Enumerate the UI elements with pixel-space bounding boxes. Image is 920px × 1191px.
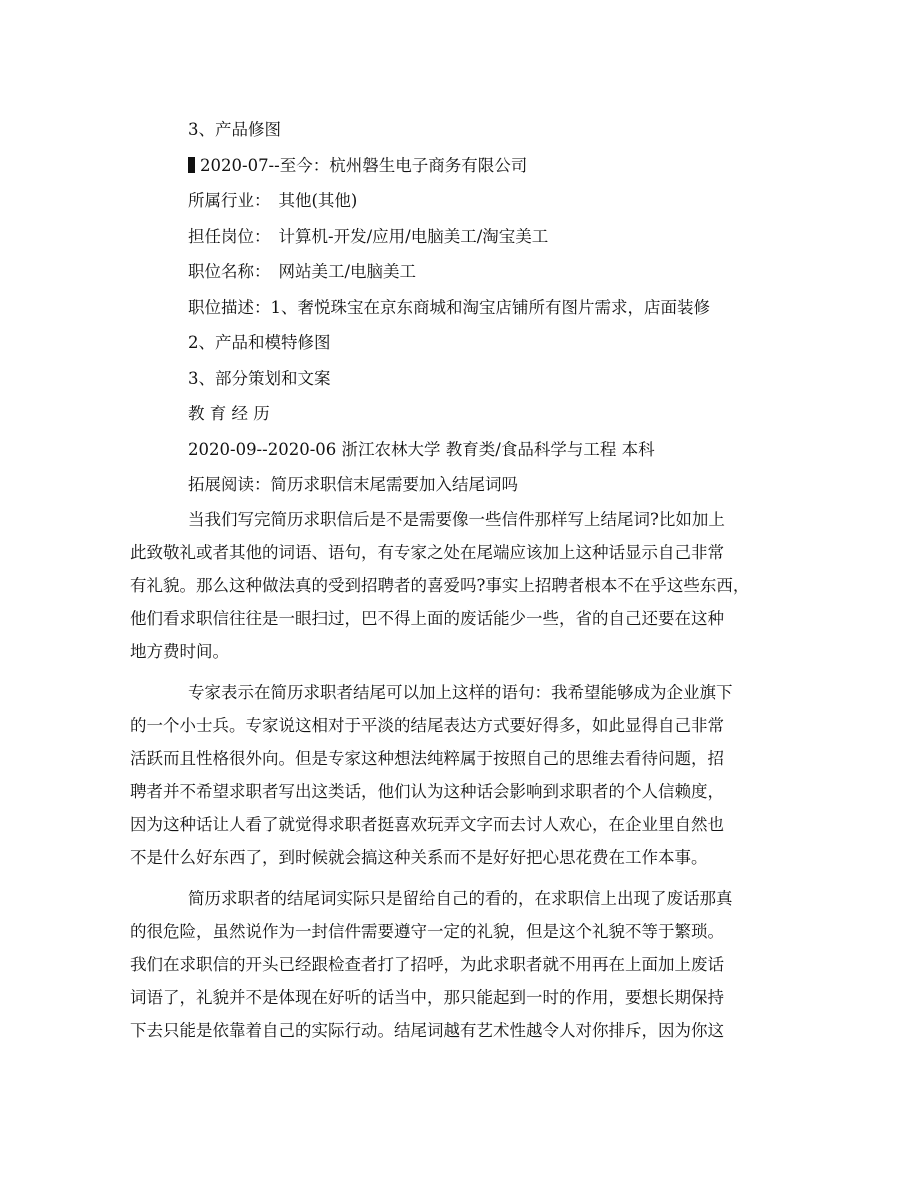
paragraph-line: 此致敬礼或者其他的词语、语句，有专家之处在尾端应该加上这种话显示自己非常 <box>130 542 724 562</box>
document-page <box>130 112 788 1055</box>
paragraph-line: 活跃而且性格很外向。但是专家这种想法纯粹属于按照自己的思维去看待问题，招 <box>130 748 724 768</box>
paragraph-line: 地方费时间。 <box>130 641 229 661</box>
industry-label: 所属行业： <box>188 191 271 210</box>
paragraph-line: 聘者并不希望求职者写出这类话，他们认为这种话会影响到求职者的个人信赖度， <box>130 781 724 801</box>
paragraph-line: 他们看求职信往往是一眼扫过，巴不得上面的废话能少一些，省的自己还要在这种 <box>130 608 724 628</box>
paragraph-line: 简历求职者的结尾词实际只是留给自己的看的，在求职信上出现了废话那真 <box>188 888 733 908</box>
paragraph-line: 的一个小士兵。专家说这相对于平淡的结尾表达方式要好得多，如此显得自己非常 <box>130 715 724 735</box>
desc-line-2: 2、产品和模特修图 <box>188 333 331 352</box>
desc-line-3: 3、部分策划和文案 <box>188 368 331 388</box>
position-label: 担任岗位： <box>188 226 271 246</box>
education-heading: 教 育 经 历 <box>188 404 270 423</box>
paragraph-line: 我们在求职信的开头已经跟检查者打了招呼，为此求职者就不用再在上面加上废话 <box>130 954 724 974</box>
title-label: 职位名称： <box>188 262 271 281</box>
paragraph-line: 有礼貌。那么这种做法真的受到招聘者的喜爱吗?事实上招聘者根本不在乎这些东西， <box>130 575 750 595</box>
paragraph-2 <box>130 676 790 874</box>
position-value: 计算机-开发/应用/电脑美工/淘宝美工 <box>278 226 549 246</box>
industry-value: 其他(其他) <box>278 191 358 210</box>
paragraph-line: 专家表示在简历求职者结尾可以加上这样的语句：我希望能够成为企业旗下 <box>188 682 733 702</box>
paragraph-line: 下去只能是依靠着自己的实际行动。结尾词越有艺术性越令人对你排斥，因为你这 <box>130 1020 724 1040</box>
paragraph-line: 因为这种话让人看了就觉得求职者挺喜欢玩弄文字而去讨人欢心，在企业里自然也 <box>130 814 724 834</box>
header-line: 3、产品修图 <box>188 120 281 139</box>
article-body <box>130 503 790 1047</box>
education-entry: 2020-09--2020-06 浙江农林大学 教育类/食品科学与工程 本科 <box>188 439 655 459</box>
desc-line-1: 1、奢悦珠宝在京东商城和淘宝店铺所有图片需求，店面装修 <box>270 297 710 317</box>
job-position <box>188 219 788 255</box>
paragraph-line: 当我们写完简历求职信后是不是需要像一些信件那样写上结尾词?比如加上 <box>188 509 725 529</box>
job-description <box>188 290 788 326</box>
job-industry <box>188 183 788 219</box>
paragraph-line: 不是什么好东西了，到时候就会搞这种关系而不是好好把心思花费在工作本事。 <box>130 847 708 867</box>
paragraph-1 <box>130 503 790 668</box>
job-period-company-text: 2020-07--至今：杭州磐生电子商务有限公司 <box>200 155 528 175</box>
paragraph-3 <box>130 882 790 1047</box>
paragraph-line: 词语了，礼貌并不是体现在好听的话当中，那只能起到一时的作用，要想长期保持 <box>130 987 724 1007</box>
job-title <box>188 254 788 290</box>
paragraph-line: 的很危险，虽然说作为一封信件需要遵守一定的礼貌，但是这个礼貌不等于繁琐。 <box>130 921 724 941</box>
desc-label: 职位描述： <box>188 297 271 317</box>
extended-reading-title: 拓展阅读：简历求职信末尾需要加入结尾词吗 <box>188 475 518 494</box>
job-period-company <box>188 148 788 184</box>
bullet-square-icon <box>188 157 195 173</box>
title-value: 网站美工/电脑美工 <box>278 262 417 281</box>
